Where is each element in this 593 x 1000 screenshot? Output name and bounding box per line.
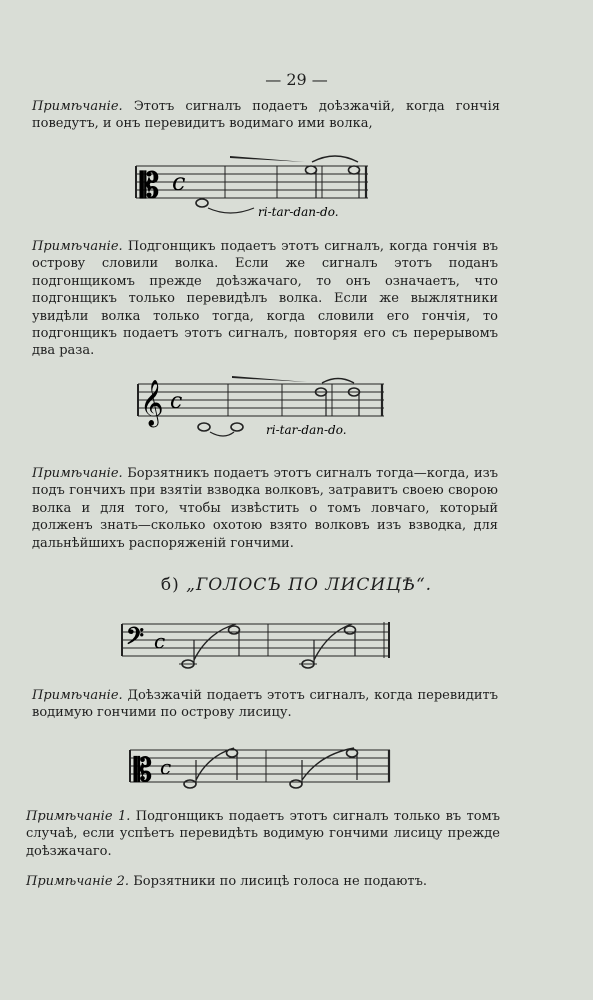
note-label: Примѣчаніе. bbox=[32, 466, 123, 481]
decrescendo-hairpin bbox=[230, 156, 305, 162]
note-label: Примѣчаніе. bbox=[32, 239, 123, 254]
section-letter: б) bbox=[160, 575, 180, 595]
note-label: Примѣчаніе 2. bbox=[26, 874, 130, 889]
slur bbox=[312, 156, 358, 162]
decrescendo-hairpin bbox=[232, 376, 307, 382]
note-text: Этотъ сигналъ подаетъ доѣзжачій, когда гончія поведутъ, и онъ перевидитъ водимаго ими волка, bbox=[32, 99, 500, 132]
slur bbox=[314, 624, 352, 660]
tie bbox=[208, 208, 254, 213]
note-2 bbox=[32, 238, 498, 360]
music-staff-2 bbox=[132, 370, 397, 440]
note-text: Доѣзжачій подаетъ этотъ сигналъ, когда перевидитъ водимую гончими по острову лисицу. bbox=[32, 688, 498, 721]
note-4 bbox=[32, 687, 498, 722]
half-note bbox=[229, 626, 240, 634]
music-staff-3 bbox=[116, 612, 406, 674]
half-note bbox=[306, 166, 317, 174]
music-staff-1 bbox=[130, 150, 390, 225]
note-1 bbox=[32, 98, 500, 133]
music-staff-4 bbox=[124, 738, 404, 800]
time-signature: c bbox=[154, 629, 166, 653]
c-clef-icon: 𝄡 bbox=[134, 751, 152, 789]
note-text: Борзятникъ подаетъ этотъ сигналъ тогда—когда, изъ подъ гончихъ при взятіи взводка волковъ, затравитъ своею сворою волка и для того, чтобы извѣстить о томъ ловчаго, который долженъ знать—сколько охотою взято волковъ изъ взводка, для дальнѣйшихъ распоряженій гончими. bbox=[32, 466, 498, 551]
music-stanza-2 bbox=[132, 370, 397, 444]
whole-note bbox=[196, 199, 208, 207]
time-signature: c bbox=[172, 168, 186, 196]
c-clef-icon: 𝄡 bbox=[140, 166, 159, 206]
half-note bbox=[290, 780, 302, 788]
note-label: Примѣчаніе 1. bbox=[26, 809, 131, 824]
ritardando-marking: ri-tar-dan-do. bbox=[266, 423, 347, 437]
note-text: Подгонщикъ подаетъ этотъ сигналъ только въ томъ случаѣ, если успѣетъ перевидѣть водимую гончими лисицу прежде доѣзжачаго. bbox=[26, 809, 500, 859]
time-signature: c bbox=[170, 389, 183, 414]
time-signature: c bbox=[160, 755, 172, 779]
ritardando-marking: ri-tar-dan-do. bbox=[258, 205, 339, 219]
tie bbox=[210, 432, 234, 436]
slur bbox=[322, 379, 354, 384]
section-heading bbox=[0, 575, 593, 595]
slur bbox=[196, 748, 234, 780]
note-label: Примѣчаніе. bbox=[32, 99, 123, 114]
music-stanza-3 bbox=[116, 612, 406, 678]
music-stanza-1 bbox=[130, 150, 390, 229]
note-3 bbox=[32, 465, 498, 552]
bass-clef-icon: 𝄢 bbox=[126, 622, 145, 655]
half-note bbox=[345, 626, 356, 634]
page-number: — 29 — bbox=[265, 70, 328, 89]
section-title: „ГОЛОСЪ ПО ЛИСИЦѢ“. bbox=[186, 575, 433, 595]
whole-note bbox=[231, 423, 243, 431]
slur bbox=[194, 624, 236, 660]
note-6 bbox=[26, 873, 500, 890]
treble-clef-icon: 𝄞 bbox=[140, 380, 164, 426]
half-note bbox=[184, 780, 196, 788]
note-text: Подгонщикъ подаетъ этотъ сигналъ, когда гончія въ островy словили волка. Если же сигналъ этотъ поданъ подгонщикомъ прежде доѣзжачаго, то онъ означаетъ, что подгонщикъ только перевидѣлъ волка. Если же выжлятники увидѣли волка только тогда, когда словили его гончія, то подгонщикъ подаетъ этотъ сигналъ, повторяя его съ перерывомъ два раза. bbox=[32, 239, 498, 359]
music-stanza-4 bbox=[124, 738, 404, 804]
whole-note bbox=[198, 423, 210, 431]
half-note bbox=[349, 166, 360, 174]
note-label: Примѣчаніе. bbox=[32, 688, 123, 703]
note-5 bbox=[26, 808, 500, 860]
note-text: Борзятники по лисицѣ голоса не подаютъ. bbox=[133, 874, 428, 889]
